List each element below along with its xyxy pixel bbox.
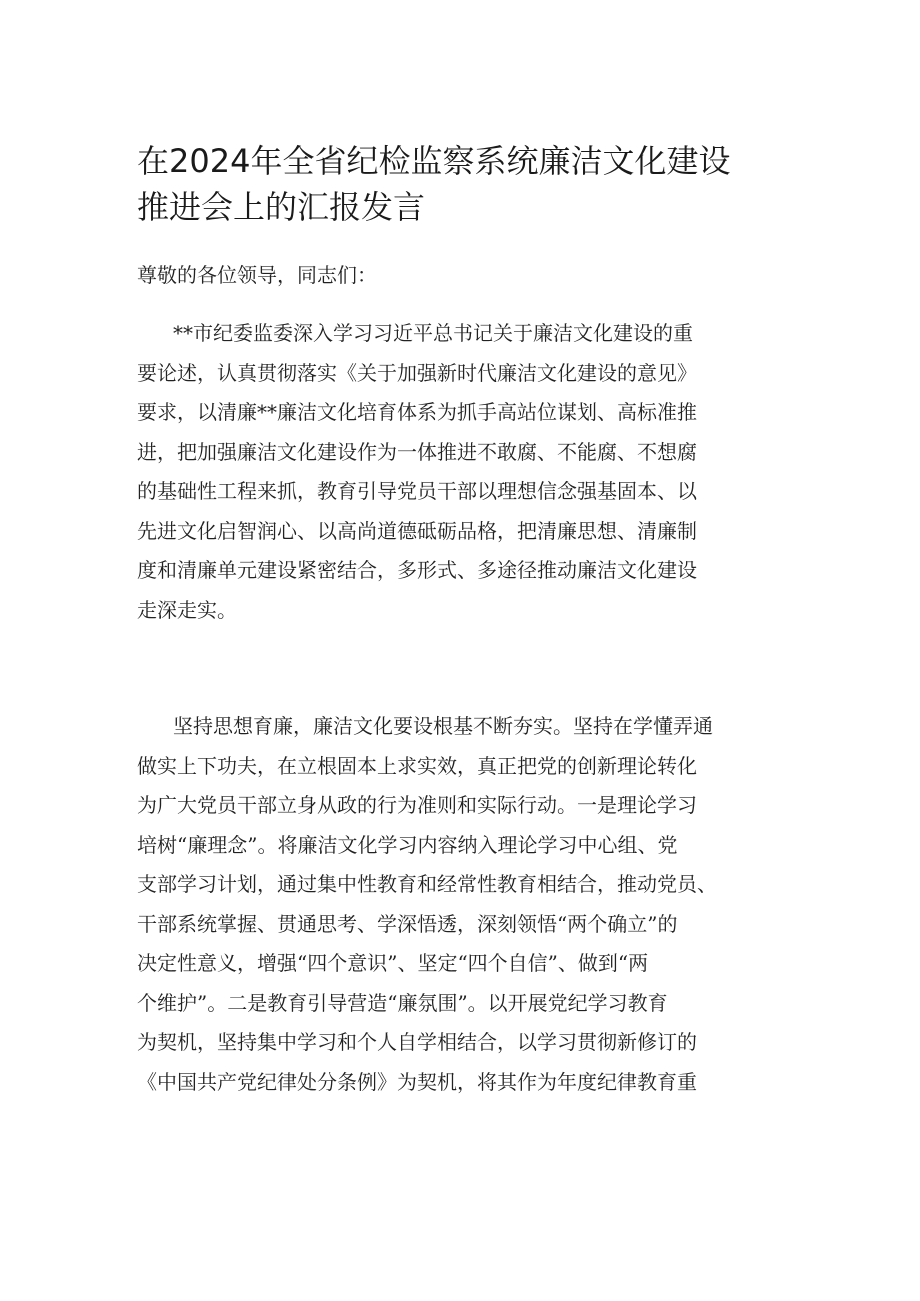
paragraph-line: 要论述，认真贯彻落实《关于加强新时代廉洁文化建设的意见》 xyxy=(137,360,697,385)
paragraph-1 xyxy=(137,314,797,630)
paragraph-line: 个维护”。二是教育引导营造“廉氛围”。以开展党纪学习教育 xyxy=(137,990,668,1015)
paragraph-line: 干部系统掌握、贯通思考、学深悟透，深刻领悟“两个确立”的 xyxy=(137,911,678,936)
salutation: 尊敬的各位领导，同志们： xyxy=(137,263,377,287)
paragraph-line: 先进文化启智润心、以高尚道德砥砺品格，把清廉思想、清廉制 xyxy=(137,518,697,543)
paragraph-line: 要求，以清廉**廉洁文化培育体系为抓手高站位谋划、高标准推 xyxy=(137,400,697,424)
paragraph-line: 走深走实。 xyxy=(137,597,237,622)
paragraph-line: 决定性意义，增强“四个意识”、坚定“四个自信”、做到“两 xyxy=(137,951,649,975)
paragraph-line: 进，把加强廉洁文化建设作为一体推进不敢腐、不能腐、不想腐 xyxy=(137,439,697,464)
paragraph-2 xyxy=(137,707,797,1102)
paragraph-line: 的基础性工程来抓，教育引导党员干部以理想信念强基固本、以 xyxy=(137,479,697,503)
paragraph-line: 《中国共产党纪律处分条例》为契机，将其作为年度纪律教育重 xyxy=(137,1069,697,1094)
paragraph-line: 培树“廉理念”。将廉洁文化学习内容纳入理论学习中心组、党 xyxy=(137,832,678,857)
paragraph-line: 做实上下功夫，在立根固本上求实效，真正把党的创新理论转化 xyxy=(137,753,697,778)
paragraph-line: 支部学习计划，通过集中性教育和经常性教育相结合，推动党员、 xyxy=(137,872,717,896)
title-line-1: 在2024年全省纪检监察系统廉洁文化建设 xyxy=(137,142,731,180)
paragraph-line: 度和清廉单元建设紧密结合，多形式、多途径推动廉洁文化建设 xyxy=(137,558,697,582)
document-title xyxy=(137,138,797,230)
paragraph-line: 为广大党员干部立身从政的行为准则和实际行动。一是理论学习 xyxy=(137,793,697,817)
title-line-2: 推进会上的汇报发言 xyxy=(137,188,426,226)
paragraph-line: 为契机，坚持集中学习和个人自学相结合，以学习贯彻新修订的 xyxy=(137,1030,697,1054)
paragraph-line: **市纪委监委深入学习习近平总书记关于廉洁文化建设的重 xyxy=(173,321,693,345)
paragraph-line: 坚持思想育廉，廉洁文化要设根基不断夯实。坚持在学懂弄通 xyxy=(173,714,713,738)
